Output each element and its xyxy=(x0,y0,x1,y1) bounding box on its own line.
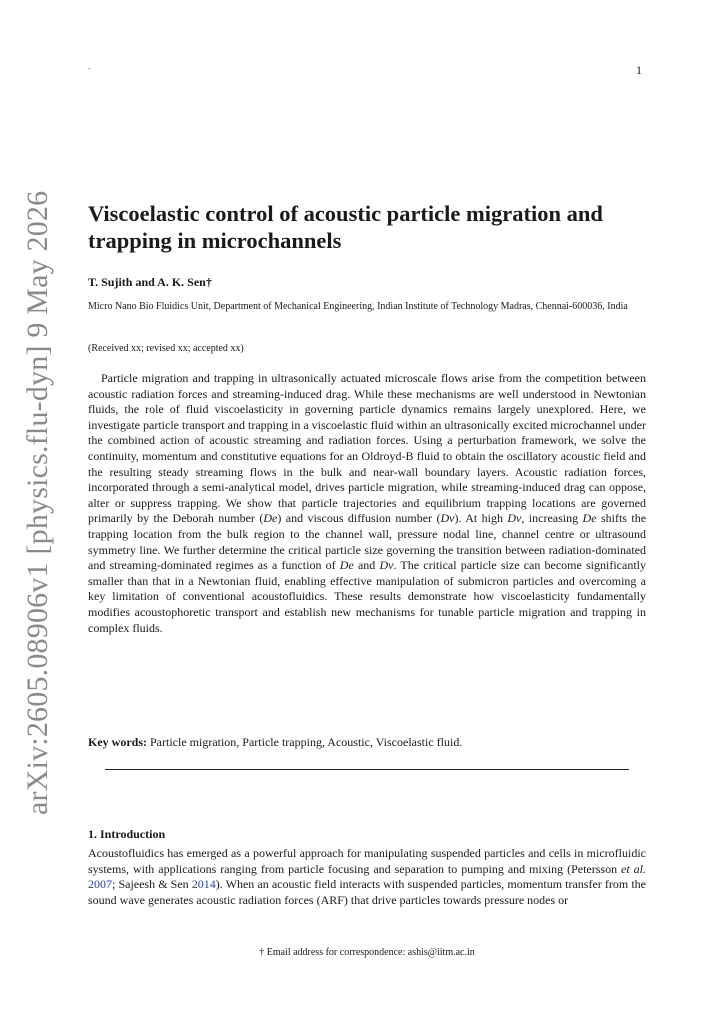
keywords-text: Particle migration, Particle trapping, Acoustic, Viscoelastic fluid. xyxy=(147,735,463,749)
citation-link-petersson[interactable]: 2007 xyxy=(88,877,112,892)
page-number: 1 xyxy=(636,63,642,77)
keywords xyxy=(88,735,646,750)
paper-title: Viscoelastic control of acoustic particle migration and trapping in microchannels xyxy=(88,201,603,253)
correspondence-footnote: † Email address for correspondence: ashis@iitm.ac.in xyxy=(259,947,475,958)
affiliation: Micro Nano Bio Fluidics Unit, Department of Mechanical Engineering, Indian Institute of Technology Madras, Chennai-600036, India xyxy=(88,301,628,312)
section-heading-introduction: 1. Introduction xyxy=(88,827,166,841)
arxiv-stamp[interactable]: arXiv:2605.08906v1 [physics.flu-dyn] 9 May 2026 xyxy=(21,190,54,815)
received-dates: (Received xx; revised xx; accepted xx) xyxy=(88,343,244,354)
section-divider xyxy=(105,769,629,770)
keywords-label: Key words: xyxy=(88,735,147,749)
introduction-paragraph: Acoustofluidics has emerged as a powerful approach for manipulating suspended particles and cells in microfluidic systems, with applications ranging from particle focusing and separation to pumping and mixing (Petersson et al. 2007; Sajeesh & Sen 2014). When an acoustic field interacts with suspended particles, momentum transfer from the sound wave generates acoustic radiation forces (ARF) that drive particles towards pressure nodes or xyxy=(88,846,646,907)
abstract: Particle migration and trapping in ultrasonically actuated microscale flows arise from the competition between acoustic radiation forces and streaming-induced drag. While these mechanisms are well understood in Newtonian fluids, the role of fluid viscoelasticity in governing particle dynamics remains largely unexplored. Here, we investigate particle transport and trapping in a viscoelastic fluid within an ultrasonically excited microchannel under the combined action of acoustic streaming and radiation forces. Using a perturbation framework, we solve the continuity, momentum and constitutive equations for an Oldroyd-B fluid to obtain the oscillatory acoustic field and the resulting steady streaming flows in the bulk and near-wall boundary layers. Acoustic radiation forces, incorporated through a semi-analytical model, drives particle migration, while streaming-induced drag can oppose, alter or suppress trapping. We show that particle trajectories and equilibrium trapping locations are governed primarily by the Deborah number (De) and viscous diffusion number (Dv). At high Dv, increasing De shifts the trapping location from the bulk region to the channel wall, pressure nodal line, channel centre or ultrasound symmetry line. We further determine the critical particle size governing the transition between radiation-dominated and streaming-dominated regimes as a function of De and Dv. The critical particle size can become significantly smaller than that in a Newtonian fluid, enabling effective manipulation of submicron particles and overcoming a key limitation of conventional acoustofluidics. These results demonstrate how viscoelasticity fundamentally modifies acoustophoretic transport and establish new mechanisms for tunable particle migration and trapping in complex fluids. xyxy=(88,371,647,635)
citation-link-sajeesh[interactable]: 2014 xyxy=(191,877,216,892)
margin-mark: . xyxy=(88,62,90,71)
author-list: T. Sujith and A. K. Sen† xyxy=(88,275,212,289)
